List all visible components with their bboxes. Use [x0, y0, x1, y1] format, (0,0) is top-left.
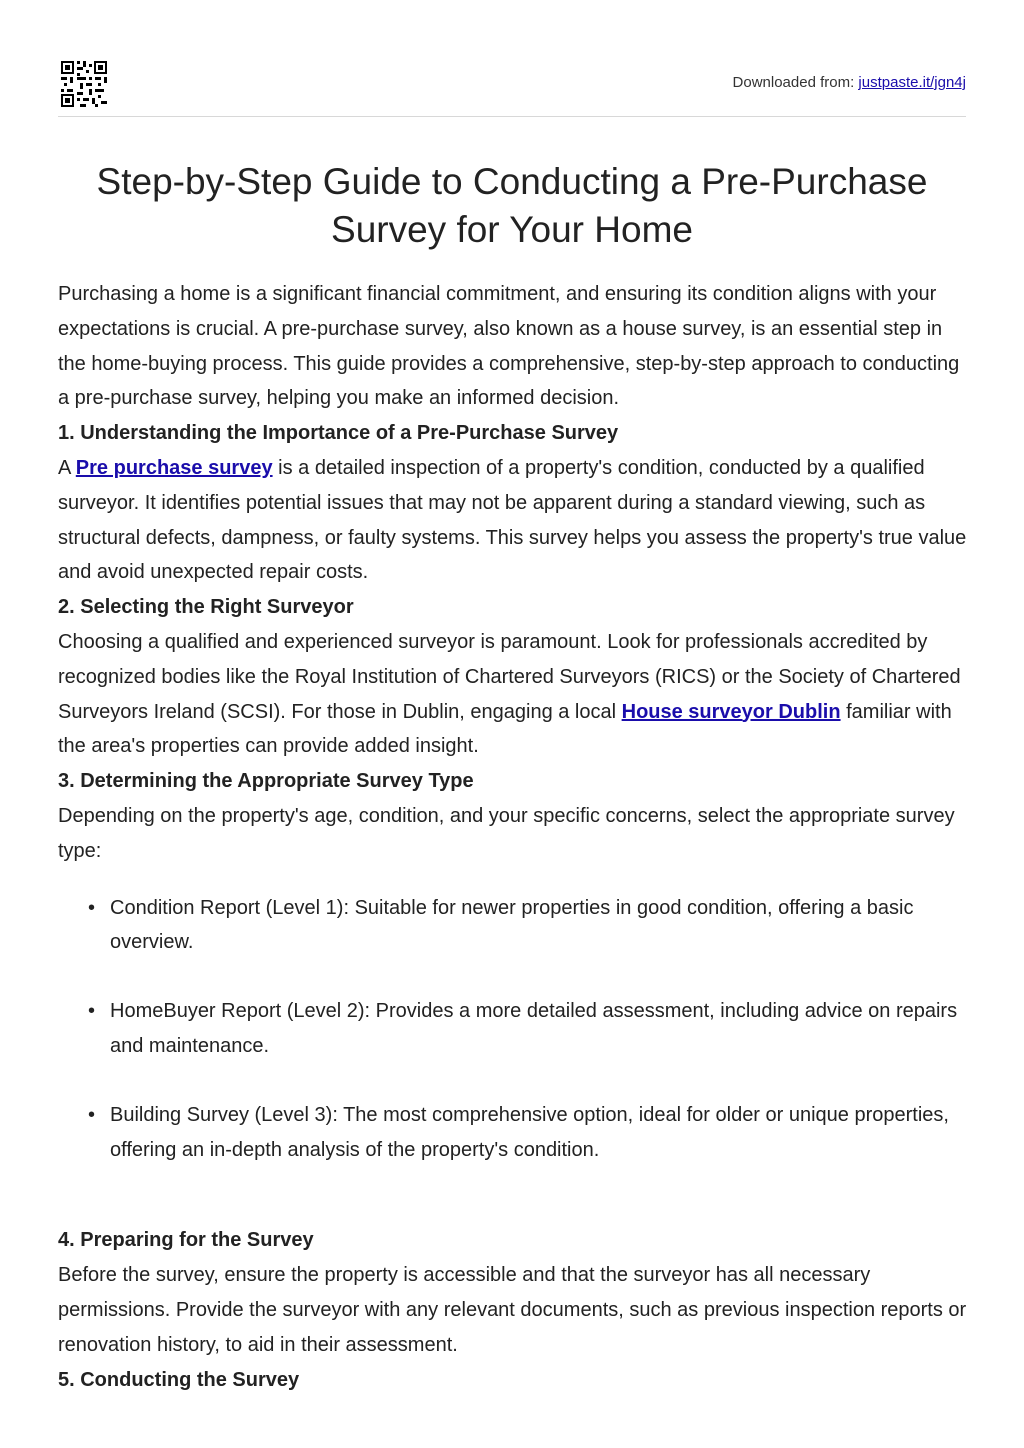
list-item: [58, 891, 968, 961]
header-divider: [58, 116, 966, 117]
survey-type-list: [58, 891, 968, 1168]
page-header: [58, 60, 966, 116]
bullet-icon: •: [88, 896, 96, 919]
list-item: [58, 1098, 968, 1168]
bullet-icon: •: [88, 1103, 96, 1126]
section-2-text-after: familiar with the area's properties can provide added insight.: [58, 700, 952, 758]
list-item: [58, 994, 968, 1064]
downloaded-from: [733, 74, 966, 91]
house-surveyor-dublin-link[interactable]: House surveyor Dublin: [621, 700, 841, 723]
section-paragraph-3: Depending on the property's age, condition, and your specific concerns, select the appropriate survey type:: [58, 804, 955, 862]
list-spacer: [58, 1201, 968, 1223]
section-paragraph-2: [58, 625, 968, 764]
page-title: Step-by-Step Guide to Conducting a Pre-Purchase Survey for Your Home: [96, 161, 928, 250]
list-item-text: HomeBuyer Report (Level 2): Provides a more detailed assessment, including advice on repairs and maintenance.: [110, 1000, 958, 1057]
section-1-text-before: A: [58, 456, 76, 479]
section-2-text-before: Choosing a qualified and experienced surveyor is paramount. Look for professionals accredited by recognized bodies like the Royal Institution of Chartered Surveyors (RICS) or the Society of Chartered Surveyors Ireland (SCSI). For those in Dublin, engaging a local: [58, 630, 961, 723]
article-body: [58, 277, 968, 1397]
list-item-text: Condition Report (Level 1): Suitable for newer properties in good condition, offering a basic overview.: [110, 896, 914, 954]
section-paragraph-4: Before the survey, ensure the property is accessible and that the surveyor has all necessary permissions. Provide the surveyor with any relevant documents, such as previous inspection reports or renovation history, to aid in their assessment.: [58, 1264, 967, 1356]
source-link[interactable]: justpaste.it/jgn4j: [858, 74, 966, 91]
section-heading-1: 1. Understanding the Importance of a Pre-Purchase Survey: [58, 422, 619, 445]
section-heading-2: 2. Selecting the Right Surveyor: [58, 596, 354, 619]
section-1-text-after: is a detailed inspection of a property's condition, conducted by a qualified surveyor. It identifies potential issues that may not be apparent during a standard viewing, such as structural defects, dampness, or faulty systems. This survey helps you assess the property's true value and avoid unexpected repair costs.: [58, 456, 967, 584]
section-heading-4: 4. Preparing for the Survey: [58, 1229, 314, 1252]
section-paragraph-1: [58, 451, 968, 590]
intro-paragraph: Purchasing a home is a significant financial commitment, and ensuring its condition aligns with your expectations is crucial. A pre-purchase survey, also known as a house survey, is an essential step in the home-buying process. This guide provides a comprehensive, step-by-step approach to conducting a pre-purchase survey, helping you make an informed decision.: [58, 283, 960, 410]
section-heading-3: 3. Determining the Appropriate Survey Type: [58, 770, 474, 793]
list-item-text: Building Survey (Level 3): The most comprehensive option, ideal for older or unique properties, offering an in-depth analysis of the property's condition.: [110, 1103, 949, 1161]
section-heading-5: 5. Conducting the Survey: [58, 1368, 300, 1391]
downloaded-label: Downloaded from:: [732, 74, 855, 91]
pre-purchase-survey-link[interactable]: Pre purchase survey: [75, 456, 273, 479]
bullet-icon: •: [88, 1000, 96, 1023]
qr-code-icon: [60, 60, 108, 108]
